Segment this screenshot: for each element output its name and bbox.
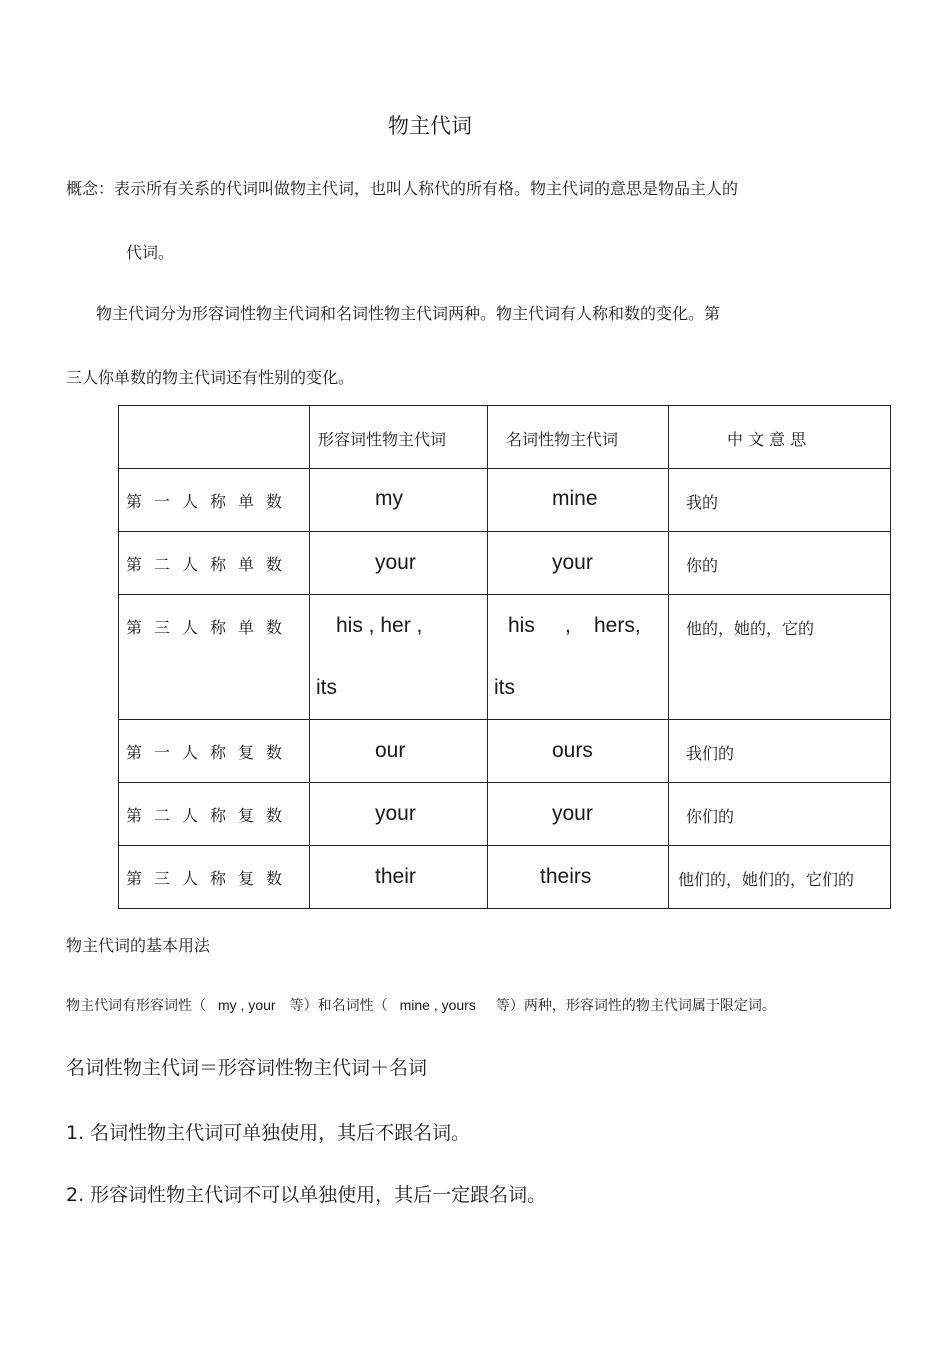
noun-pronoun-comma: , — [565, 614, 571, 637]
adjective-cell — [310, 532, 488, 595]
adjective-pronoun-line-1: his , her , — [336, 614, 423, 637]
chinese-meaning: 我们的 — [686, 744, 735, 763]
chinese-meaning: 你们的 — [686, 807, 735, 826]
noun-cell — [488, 783, 669, 846]
adjective-pronoun: my — [375, 487, 403, 510]
usage-note-part-a: 物主代词有形容词性（ — [66, 998, 206, 1014]
noun-cell — [488, 469, 669, 532]
adjective-pronoun: our — [375, 739, 406, 762]
usage-note-part-d: mine , yours — [399, 997, 476, 1013]
row-label: 第三人称复数 — [119, 846, 310, 909]
header-adjective-cell — [310, 406, 488, 469]
header-meaning: 中 文 意 思 — [727, 430, 807, 449]
header-adjective: 形容词性物主代词 — [318, 430, 447, 449]
noun-pronoun-his: his — [508, 614, 535, 637]
noun-pronoun: ours — [552, 739, 593, 762]
formula-line: 名词性物主代词＝形容词性物主代词＋名词 — [66, 1057, 428, 1079]
meaning-cell — [669, 783, 891, 846]
row-label: 第三人称单数 — [119, 595, 310, 720]
meaning-cell — [669, 595, 891, 720]
intro-line-4: 三人你单数的物主代词还有性别的变化。 — [66, 368, 355, 387]
usage-heading: 物主代词的基本用法 — [66, 936, 211, 955]
adjective-cell — [310, 595, 488, 720]
concept-line-1: 概念：表示所有关系的代词叫做物主代词，也叫人称代的所有格。物主代词的意思是物品主人的 — [66, 179, 739, 198]
chinese-meaning: 我的 — [686, 493, 719, 512]
adjective-cell — [310, 846, 488, 909]
rule-item-2: 2. 形容词性物主代词不可以单独使用，其后一定跟名词。 — [66, 1184, 547, 1206]
table-row — [119, 469, 891, 532]
chinese-meaning: 他的，她的，它的 — [686, 619, 815, 638]
noun-pronoun: theirs — [540, 865, 592, 888]
row-label: 第二人称复数 — [119, 783, 310, 846]
row-label: 第一人称复数 — [119, 720, 310, 783]
header-meaning-cell — [669, 406, 891, 469]
chinese-meaning: 他们的，她们的，它们的 — [678, 870, 855, 889]
intro-line-3: 物主代词分为形容词性物主代词和名词性物主代词两种。物主代词有人称和数的变化。第 — [96, 304, 721, 323]
chinese-meaning: 你的 — [686, 556, 719, 575]
usage-note — [66, 995, 776, 1015]
concept-line-2: 代词。 — [126, 243, 175, 262]
row-label: 第一人称单数 — [119, 469, 310, 532]
table-row — [119, 720, 891, 783]
noun-pronoun-hers: hers, — [594, 614, 641, 637]
meaning-cell — [669, 469, 891, 532]
table-row — [119, 846, 891, 909]
table-row — [119, 532, 891, 595]
rule-item-1: 1. 名词性物主代词可单独使用，其后不跟名词。 — [66, 1122, 471, 1144]
noun-cell — [488, 532, 669, 595]
header-noun: 名词性物主代词 — [506, 430, 619, 449]
table-header-row — [119, 406, 891, 469]
header-empty-cell — [119, 406, 310, 469]
table-row — [119, 783, 891, 846]
noun-pronoun-line-2: its — [494, 676, 515, 699]
page-title: 物主代词 — [388, 114, 472, 138]
meaning-cell — [669, 846, 891, 909]
adjective-pronoun: your — [375, 802, 416, 825]
meaning-cell — [669, 720, 891, 783]
noun-pronoun: your — [552, 802, 593, 825]
header-noun-cell — [488, 406, 669, 469]
table-row — [119, 595, 891, 720]
noun-pronoun: mine — [552, 487, 598, 510]
noun-pronoun: your — [552, 551, 593, 574]
noun-cell — [488, 595, 669, 720]
adjective-pronoun: their — [375, 865, 416, 888]
adjective-cell — [310, 720, 488, 783]
noun-cell — [488, 846, 669, 909]
usage-note-part-c: 等）和名词性（ — [289, 998, 388, 1014]
possessive-pronoun-table — [118, 405, 891, 909]
adjective-pronoun-line-2: its — [316, 676, 337, 699]
row-label: 第二人称单数 — [119, 532, 310, 595]
adjective-cell — [310, 783, 488, 846]
usage-note-part-b: my , your — [218, 997, 276, 1013]
noun-cell — [488, 720, 669, 783]
meaning-cell — [669, 532, 891, 595]
adjective-cell — [310, 469, 488, 532]
adjective-pronoun: your — [375, 551, 416, 574]
usage-note-part-e: 等）两种，形容词性的物主代词属于限定词。 — [495, 998, 776, 1014]
